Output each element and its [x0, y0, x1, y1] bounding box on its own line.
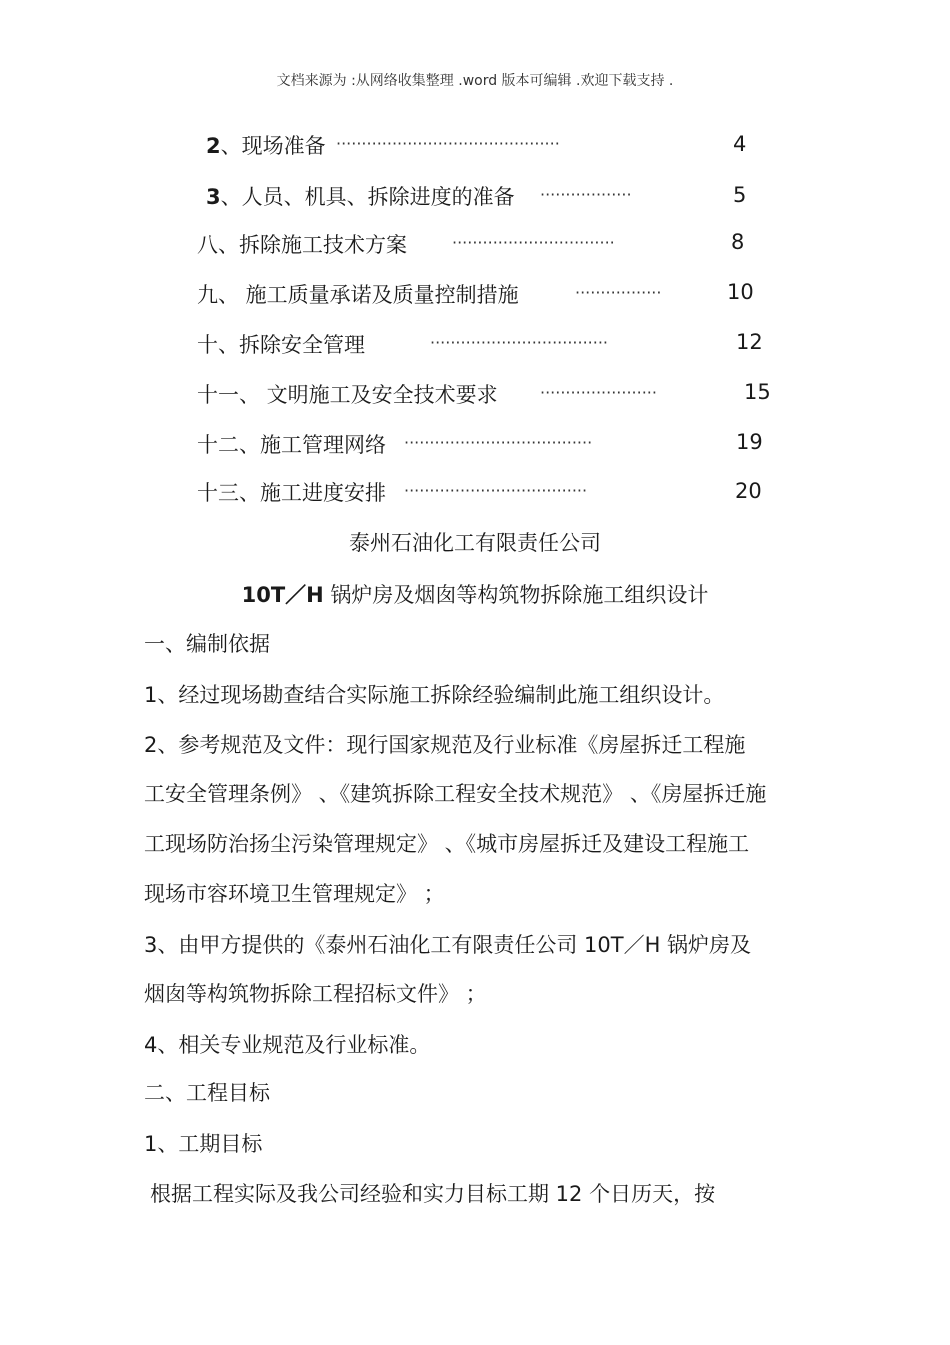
paragraph: 现场市容环境卫生管理规定》 ； — [144, 882, 445, 906]
paragraph: 工安全管理条例》 、《建筑拆除工程安全技术规范》 、《房屋拆迁施 — [144, 782, 767, 806]
toc-page-number: 19 — [736, 430, 763, 454]
toc-item: 八、拆除施工技术方案 — [197, 233, 407, 257]
toc-leader: ··································· — [430, 333, 609, 352]
toc-item: 十二、施工管理网络 — [197, 433, 386, 457]
toc-item: 十三、施工进度安排 — [197, 481, 386, 505]
toc-page-number: 20 — [735, 479, 762, 503]
paragraph: 根据工程实际及我公司经验和实力目标工期 12 个日历天，按 — [150, 1182, 716, 1206]
toc-page-number: 8 — [731, 230, 745, 254]
toc-item: 2、现场准备 — [206, 134, 326, 158]
section-heading: 二、工程目标 — [144, 1081, 270, 1105]
toc-page-number: 10 — [727, 280, 754, 304]
toc-leader: ································ — [452, 233, 615, 252]
toc-leader: ············································ — [336, 134, 560, 153]
paragraph: 4、相关专业规范及行业标准。 — [144, 1033, 431, 1057]
toc-item: 九、 施工质量承诺及质量控制措施 — [197, 283, 519, 307]
page-header: 文档来源为 :从网络收集整理 .word 版本可编辑 .欢迎下载支持 . — [276, 73, 674, 89]
toc-page-number: 12 — [736, 330, 763, 354]
toc-page-number: 15 — [744, 380, 771, 404]
paragraph: 1、经过现场勘查结合实际施工拆除经验编制此施工组织设计。 — [144, 683, 725, 707]
toc-leader: ····································· — [404, 433, 593, 452]
toc-leader: ···································· — [404, 481, 588, 500]
subsection-heading: 1、工期目标 — [144, 1132, 263, 1156]
toc-page-number: 4 — [733, 132, 747, 156]
paragraph: 2、参考规范及文件：现行国家规范及行业标准《房屋拆迁工程施 — [144, 733, 746, 757]
document-title: 10T／H 锅炉房及烟囱等构筑物拆除施工组织设计 — [241, 583, 709, 607]
toc-page-number: 5 — [733, 183, 747, 207]
company-title: 泰州石油化工有限责任公司 — [349, 531, 601, 555]
paragraph: 工现场防治扬尘污染管理规定》 、《城市房屋拆迁及建设工程施工 — [144, 832, 750, 856]
toc-item: 3、人员、机具、拆除进度的准备 — [206, 185, 515, 209]
toc-leader: ·················· — [540, 185, 632, 204]
section-heading: 一、编制依据 — [144, 632, 270, 656]
toc-item: 十一、 文明施工及安全技术要求 — [197, 383, 498, 407]
toc-leader: ················· — [575, 283, 662, 302]
toc-leader: ······················· — [540, 383, 657, 402]
paragraph: 烟囱等构筑物拆除工程招标文件》 ； — [144, 982, 487, 1006]
toc-item: 十、拆除安全管理 — [197, 333, 365, 357]
paragraph: 3、由甲方提供的《泰州石油化工有限责任公司 10T／H 锅炉房及 — [144, 933, 752, 957]
